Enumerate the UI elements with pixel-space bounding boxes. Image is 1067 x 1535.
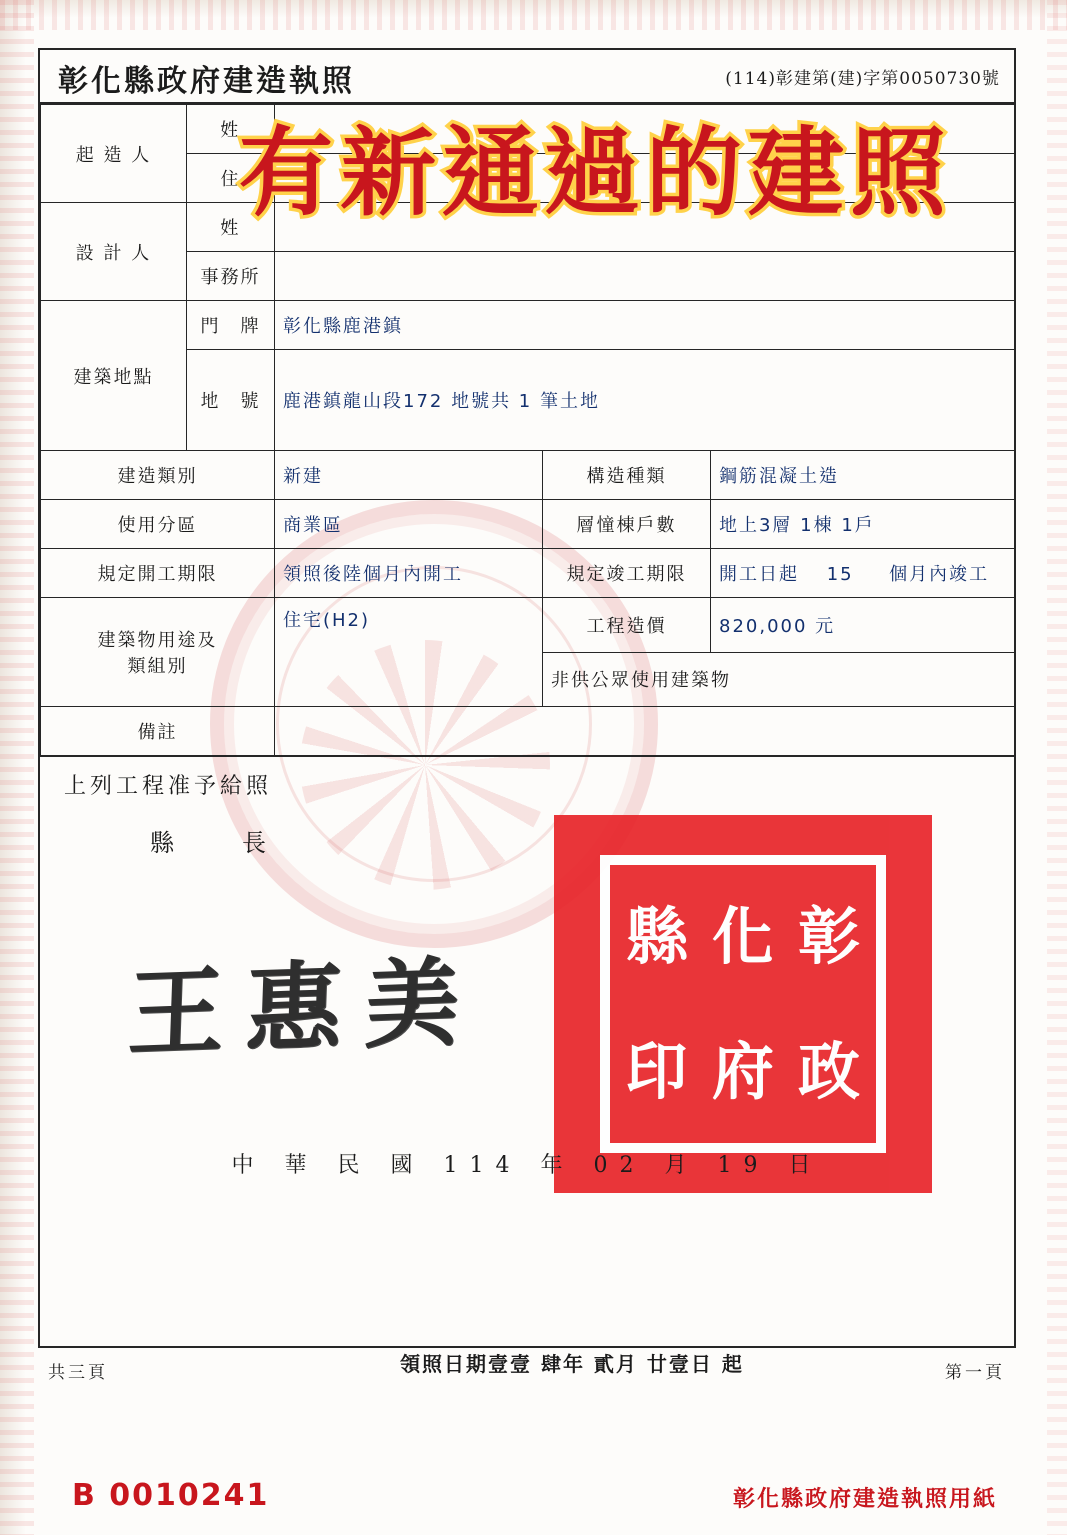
serial-number: B 0010241 — [72, 1478, 270, 1513]
label-start-deadline: 規定開工期限 — [41, 549, 275, 598]
seal-char-4: 政 — [798, 1034, 861, 1108]
label-structure-type: 構造種類 — [543, 451, 711, 500]
value-public-use: 非供公眾使用建築物 — [543, 652, 1015, 707]
label-applicant-name: 姓 — [187, 105, 275, 154]
issue-date-line: 中 華 民 國 114 年 02 月 19 日 — [231, 1153, 823, 1178]
label-build-type: 建造類別 — [41, 451, 275, 500]
label-designer: 設 計 人 — [41, 203, 187, 301]
page-title: 彰化縣政府建造執照 — [58, 64, 355, 99]
table-row-deadlines — [41, 549, 1015, 598]
value-build-type: 新建 — [275, 451, 543, 500]
table-row-designer-office — [41, 252, 1015, 301]
approval-text: 上列工程准予給照 — [64, 774, 273, 799]
label-floors: 層憧棟戶數 — [543, 500, 711, 549]
seal-char-1: 彰 — [798, 899, 861, 973]
value-structure-type: 鋼筋混凝土造 — [711, 451, 1015, 500]
label-cost: 工程造價 — [543, 598, 711, 653]
label-parcel-number: 地 號 — [187, 350, 275, 451]
label-applicant-address: 住 — [187, 154, 275, 203]
paper-edge-tint-right — [1047, 0, 1067, 1535]
building-permit-certificate — [38, 48, 1016, 1348]
value-usage: 住宅(H2) — [275, 598, 543, 707]
label-designer-name: 姓 — [187, 203, 275, 252]
value-finish-deadline: 開工日起 15 個月內竣工 — [711, 549, 1015, 598]
table-row-door-number — [41, 301, 1015, 350]
issue-date-stamp: 領照日期壹壹 肆年 貳月 廿壹日 起 — [400, 1352, 744, 1376]
paper-edge-tint-top — [0, 0, 1067, 30]
table-row-build-type — [41, 451, 1015, 500]
seal-char-6: 印 — [626, 1034, 689, 1108]
certificate-header — [40, 50, 1014, 104]
label-door-number: 門 牌 — [187, 301, 275, 350]
value-cost: 820,000 元 — [711, 598, 1015, 653]
value-start-deadline: 領照後陸個月內開工 — [275, 549, 543, 598]
value-door-number: 彰化縣鹿港鎮 — [275, 301, 1015, 350]
value-designer-office — [275, 252, 1015, 301]
seal-char-5: 府 — [712, 1034, 775, 1108]
table-row-usage-cost — [41, 598, 1015, 653]
approval-block — [40, 756, 1014, 1187]
seal-characters — [600, 855, 886, 1153]
label-usage — [41, 598, 275, 707]
form-paper-name: 彰化縣政府建造執照用紙 — [732, 1486, 997, 1512]
label-remark: 備註 — [41, 707, 275, 756]
label-usage-line2: 類組別 — [127, 656, 188, 677]
label-applicant: 起 造 人 — [41, 105, 187, 203]
label-finish-deadline: 規定竣工期限 — [543, 549, 711, 598]
magistrate-signature: 王惠美 — [125, 944, 484, 1071]
value-zone: 商業區 — [275, 500, 543, 549]
label-usage-line1: 建築物用途及 — [97, 630, 218, 651]
table-row-remark — [41, 707, 1015, 756]
page-total: 共三頁 — [48, 1363, 108, 1383]
label-zone: 使用分區 — [41, 500, 275, 549]
value-floors: 地上3層 1棟 1戶 — [711, 500, 1015, 549]
label-designer-office: 事務所 — [187, 252, 275, 301]
permit-number: (114)彰建第(建)字第0050730號 — [725, 69, 1000, 89]
paper-edge-tint-left — [0, 0, 34, 1535]
seal-char-2: 化 — [712, 899, 775, 973]
official-red-seal — [554, 815, 932, 1193]
label-site: 建築地點 — [41, 301, 187, 451]
seal-char-3: 縣 — [626, 899, 689, 973]
overlay-caption: 有新通過的建照 — [238, 117, 952, 229]
value-parcel-number: 鹿港鎮龍山段172 地號共 1 筆土地 — [275, 350, 1015, 451]
table-row-parcel-number — [41, 350, 1015, 451]
table-row-zone — [41, 500, 1015, 549]
value-remark — [275, 707, 1015, 756]
magistrate-label: 縣 長 — [150, 829, 288, 857]
page-current: 第一頁 — [945, 1363, 1005, 1383]
